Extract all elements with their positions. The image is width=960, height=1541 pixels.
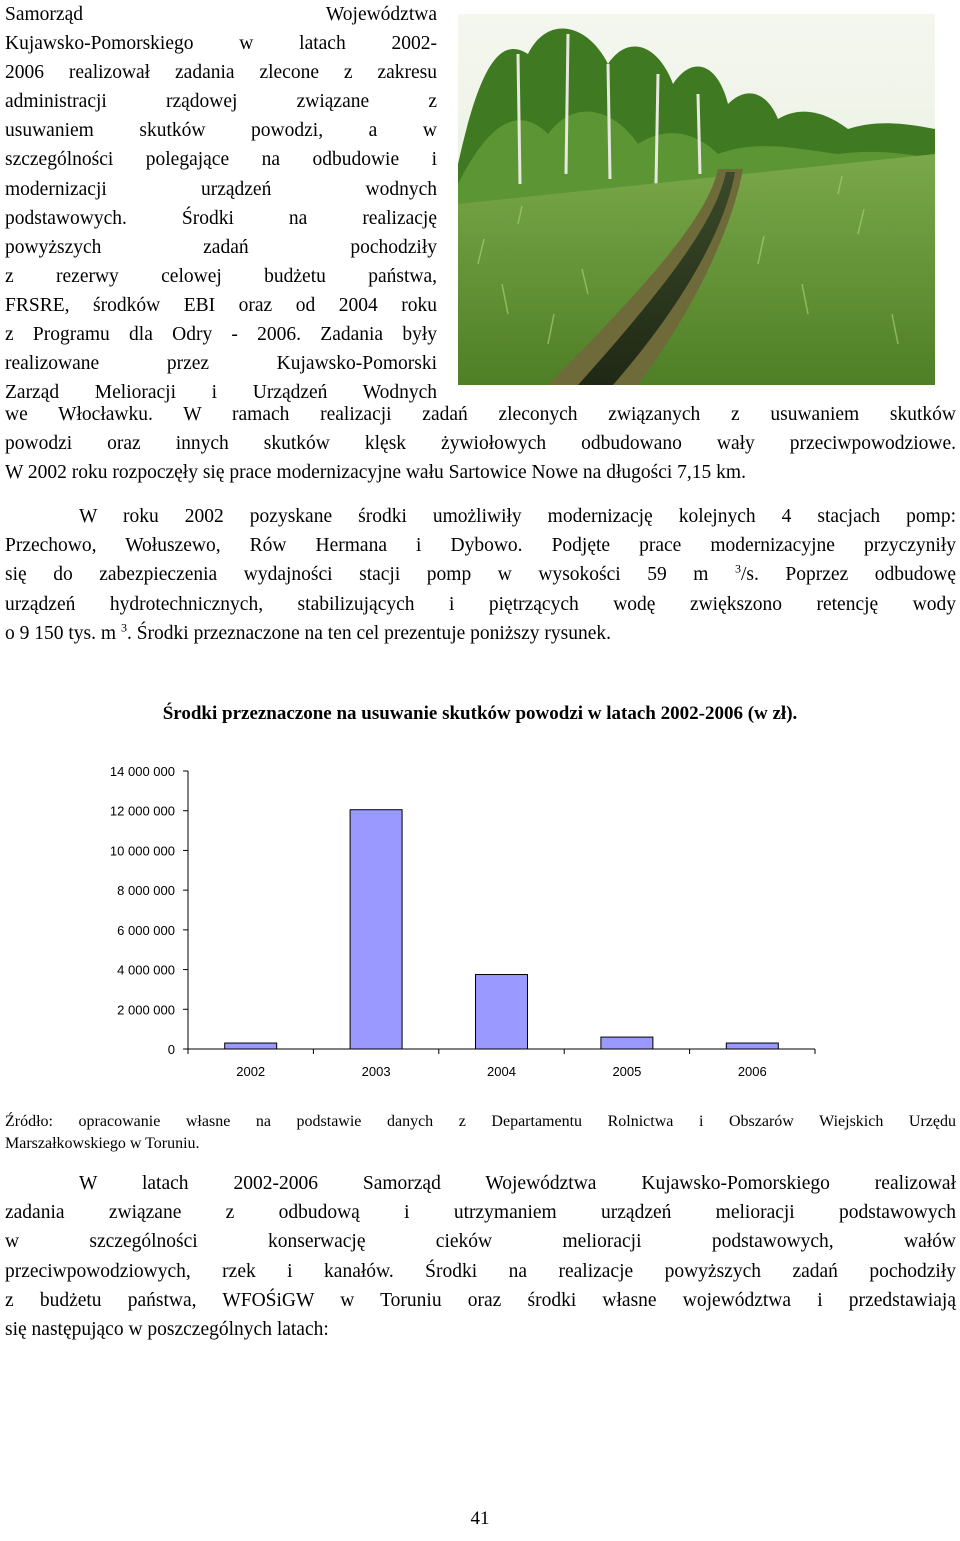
intro-line: usuwaniem skutków powodzi, a w bbox=[5, 120, 437, 142]
text-line: W 2002 roku rozpoczęły się prace modernizacyjne wału Sartowice Nowe na długości 7,15 km. bbox=[5, 462, 746, 484]
intro-line: Zarząd Melioracji i Urządzeń Wodnych bbox=[5, 382, 437, 404]
text-line: Przechowo, Wołuszewo, Rów Hermana i Dybowo. Podjęte prace modernizacyjne przyczyniły bbox=[5, 535, 956, 557]
paragraph-funding bbox=[5, 1169, 956, 1344]
superscript: 3 bbox=[735, 561, 741, 576]
y-tick-label: 10 000 000 bbox=[109, 843, 175, 859]
intro-line: FRSRE, środków EBI oraz od 2004 roku bbox=[5, 294, 437, 316]
chart-y-ticks bbox=[110, 764, 188, 1057]
text-line: urządzeń hydrotechnicznych, stabilizujących i piętrzących wodę zwiększono retencję wody bbox=[5, 593, 956, 615]
text-line: zadania związane z odbudową i utrzymaniem urządzeń melioracji podstawowych bbox=[5, 1202, 956, 1224]
source-line: Źródło: opracowanie własne na podstawie danych z Departamentu Rolnictwa i Obszarów Wiejskich Urzędu bbox=[5, 1113, 956, 1130]
intro-line: z rezerwy celowej budżetu państwa, bbox=[5, 265, 437, 287]
intro-line: Samorząd Województwa bbox=[5, 4, 437, 25]
drainage-ditch-photo bbox=[458, 14, 935, 385]
paragraph-pump-stations bbox=[5, 502, 956, 648]
superscript: 3 bbox=[120, 620, 127, 635]
text-line: W roku 2002 pozyskane środki umożliwiły modernizację kolejnych 4 stacjach pomp: bbox=[79, 506, 956, 527]
y-tick-label: 4 000 000 bbox=[117, 962, 175, 978]
bar-chart bbox=[0, 750, 960, 1095]
intro-line: administracji rządowej związane z bbox=[5, 91, 437, 113]
source-note bbox=[5, 1111, 956, 1155]
text-line bbox=[5, 619, 956, 648]
intro-line: modernizacji urządzeń wodnych bbox=[5, 178, 437, 200]
text-line: w szczególności konserwację cieków melioracji podstawowych, wałów bbox=[5, 1231, 956, 1253]
x-tick-label: 2003 bbox=[361, 1064, 391, 1079]
text-fragment: się do zabezpieczenia wydajności stacji pomp w wysokości 59 m bbox=[5, 564, 709, 586]
intro-paragraph bbox=[5, 0, 437, 407]
intro-line: z Programu dla Odry - 2006. Zadania były bbox=[5, 324, 437, 346]
x-tick-label: 2002 bbox=[236, 1064, 266, 1079]
intro-line: szczególności polegające na odbudowie i bbox=[5, 149, 437, 171]
intro-line: powyższych zadań pochodziły bbox=[5, 236, 437, 258]
intro-line: 2006 realizował zadania zlecone z zakresu bbox=[5, 62, 437, 84]
text-line: powodzi oraz innych skutków klęsk żywiołowych odbudowano wały przeciwpowodziowe. bbox=[5, 433, 956, 455]
bar-2004 bbox=[476, 975, 528, 1049]
x-tick-label: 2004 bbox=[487, 1064, 516, 1079]
text-line: przeciwpowodziowych, rzek i kanałów. Środki na realizacje powyższych zadań pochodziły bbox=[5, 1260, 956, 1282]
text-line: się następująco w poszczególnych latach: bbox=[5, 1319, 329, 1341]
y-tick-label: 12 000 000 bbox=[109, 803, 175, 819]
x-tick-label: 2005 bbox=[612, 1064, 642, 1079]
chart-x-labels bbox=[188, 1049, 815, 1079]
y-tick-label: 8 000 000 bbox=[117, 883, 175, 899]
x-tick-label: 2006 bbox=[737, 1064, 767, 1079]
bar-2003 bbox=[350, 810, 402, 1049]
text-fragment: . Środki przeznaczone na ten cel prezentuje poniższy rysunek. bbox=[126, 622, 611, 644]
page-number: 41 bbox=[470, 1508, 490, 1529]
text-line: W latach 2002-2006 Samorząd Województwa Kujawsko-Pomorskiego realizował bbox=[79, 1173, 956, 1194]
y-tick-label: 0 bbox=[167, 1042, 175, 1057]
intro-line: Kujawsko-Pomorskiego w latach 2002- bbox=[5, 33, 437, 55]
intro-line: realizowane przez Kujawsko-Pomorski bbox=[5, 353, 437, 375]
text-line: we Włocławku. W ramach realizacji zadań zleconych związanych z usuwaniem skutków bbox=[5, 404, 956, 425]
paragraph-continuation bbox=[5, 400, 956, 488]
bar-2006 bbox=[726, 1043, 778, 1049]
bar-2005 bbox=[601, 1037, 653, 1049]
text-line: z budżetu państwa, WFOŚiGW w Toruniu oraz środki własne województwa i przedstawiają bbox=[5, 1289, 956, 1311]
intro-line: podstawowych. Środki na realizację bbox=[5, 207, 437, 229]
bar-2002 bbox=[225, 1043, 277, 1049]
chart-bars bbox=[225, 810, 779, 1049]
source-line: Marszałkowskiego w Toruniu. bbox=[5, 1135, 200, 1152]
y-tick-label: 14 000 000 bbox=[109, 764, 175, 779]
text-fragment: o 9 150 tys. m bbox=[5, 622, 117, 644]
y-tick-label: 2 000 000 bbox=[117, 1002, 175, 1018]
chart-title: Środki przeznaczone na usuwanie skutków powodzi w latach 2002-2006 (w zł). bbox=[162, 703, 798, 724]
y-tick-label: 6 000 000 bbox=[117, 922, 175, 938]
text-fragment: /s. Poprzez odbudowę bbox=[741, 564, 956, 586]
text-line bbox=[5, 560, 956, 589]
